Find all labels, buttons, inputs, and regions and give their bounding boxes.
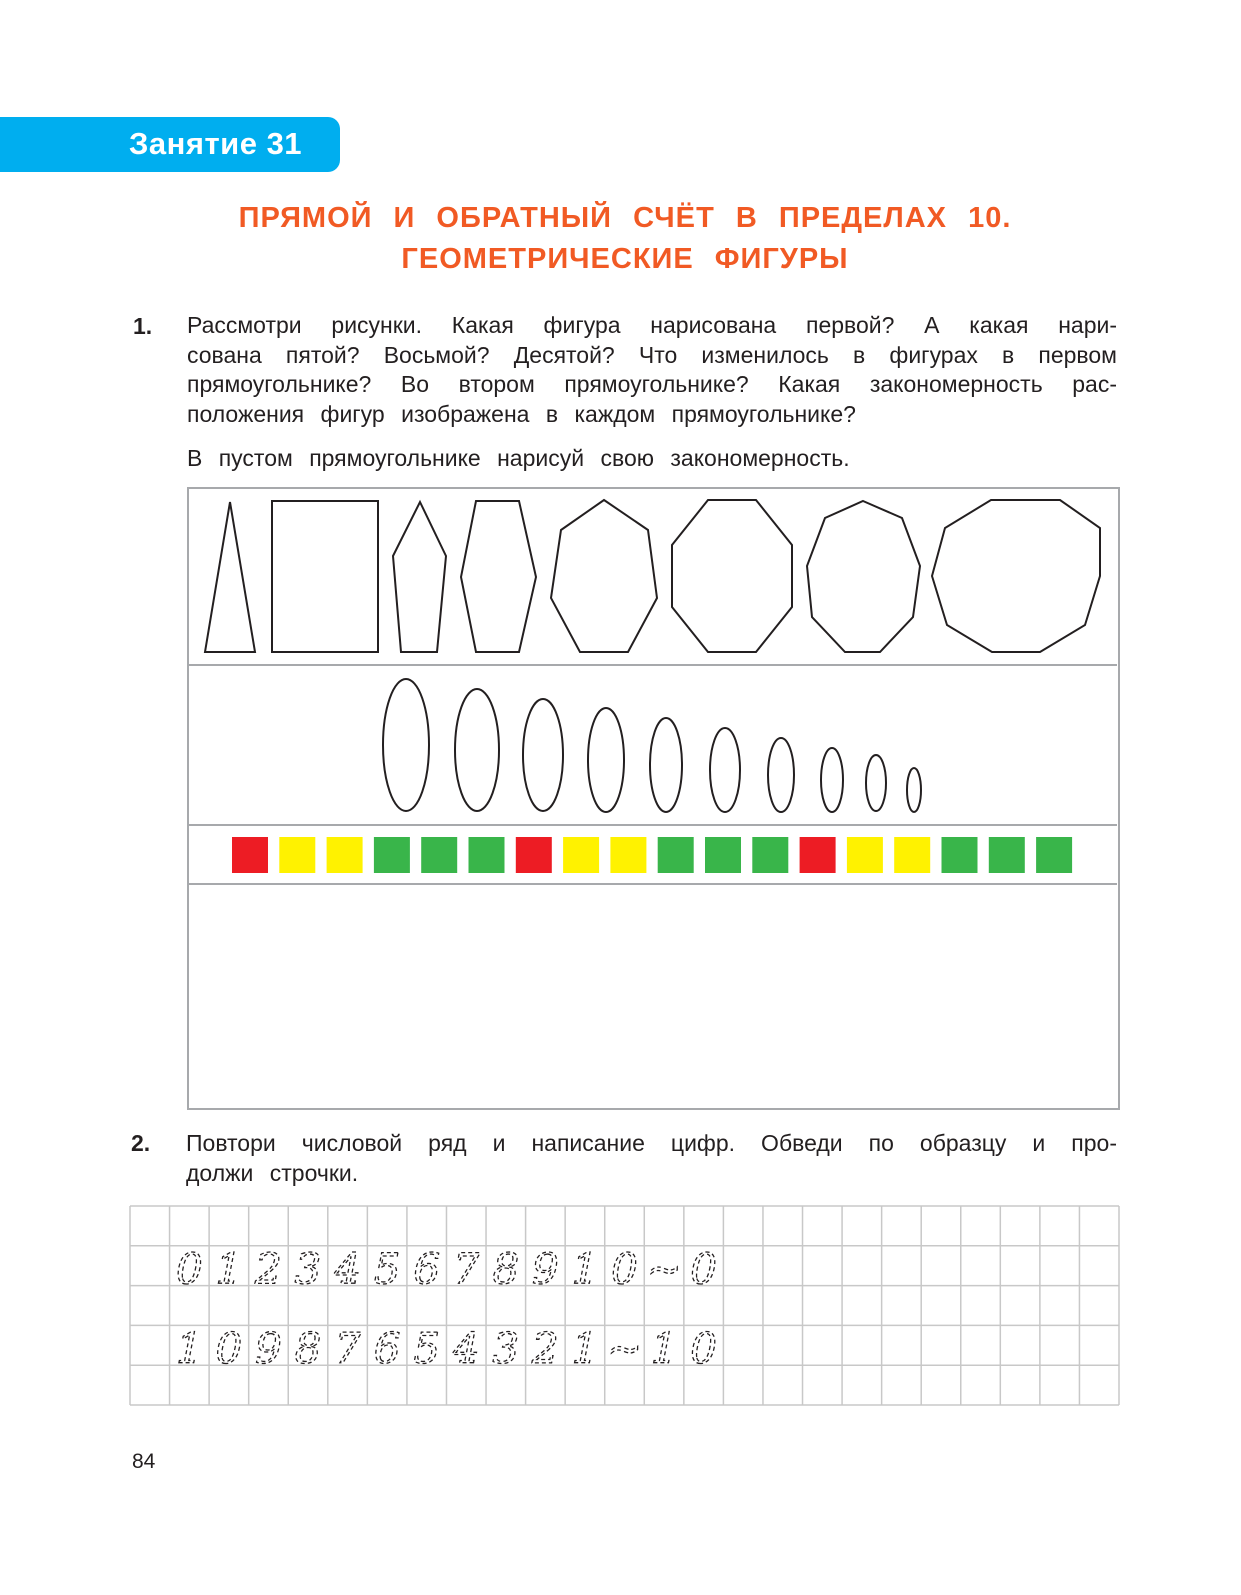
- ellipse: [523, 699, 563, 811]
- colored-square: [421, 837, 457, 873]
- tracing-digit: 8: [294, 1324, 322, 1374]
- colored-square: [469, 837, 505, 873]
- ellipse: [650, 718, 682, 812]
- tracing-digit: 7: [452, 1244, 480, 1294]
- tracing-digit: 6: [373, 1324, 401, 1374]
- task-2-text: [186, 1129, 1117, 1188]
- tracing-digit: ~: [646, 1244, 682, 1294]
- ellipse: [768, 738, 794, 812]
- ellipse: [588, 708, 624, 812]
- colored-square: [232, 837, 268, 873]
- ellipse: [383, 679, 429, 811]
- tracing-digit: 7: [334, 1324, 361, 1374]
- heptagon: [551, 500, 657, 652]
- ellipse: [710, 728, 740, 812]
- colored-square: [705, 837, 741, 873]
- lesson-label: Занятие 31: [129, 126, 303, 161]
- tracing-digit: 1: [215, 1244, 243, 1294]
- task-1-line: прямоугольнике? Во втором прямоугольнике? Какая закономерность рас-: [187, 371, 1117, 398]
- colored-square: [516, 837, 552, 873]
- tracing-digit: 6: [413, 1244, 441, 1294]
- title-line-2: ГЕОМЕТРИЧЕСКИЕ ФИГУРЫ: [401, 243, 849, 275]
- ellipse: [907, 768, 921, 812]
- task-1-line: Рассмотри рисунки. Какая фигура нарисована первой? А какая нари-: [187, 312, 1117, 338]
- colored-square: [279, 837, 315, 873]
- tracing-digit: 9: [255, 1324, 282, 1374]
- colored-square: [374, 837, 410, 873]
- ellipse: [455, 689, 499, 811]
- task-2-line: должи строчки.: [186, 1159, 359, 1186]
- tracing-digit: 3: [492, 1324, 520, 1374]
- title-line-1: ПРЯМОЙ И ОБРАТНЫЙ СЧЁТ В ПРЕДЕЛАХ 10.: [238, 202, 1012, 234]
- colored-square: [752, 837, 788, 873]
- colored-square: [563, 837, 599, 873]
- tracing-digit: 1: [175, 1324, 203, 1374]
- tracing-digit: 0: [215, 1324, 243, 1374]
- colored-square: [658, 837, 694, 873]
- task-1-line: сована пятой? Восьмой? Десятой? Что изменилось в фигурах в первом: [187, 341, 1117, 368]
- nonagon: [807, 501, 920, 652]
- tracing-digit: 2: [255, 1244, 282, 1294]
- tracing-digit: 4: [334, 1244, 361, 1294]
- task-2-number: 2.: [131, 1130, 151, 1156]
- tracing-digit: 0: [690, 1324, 717, 1374]
- tracing-digit: 2: [532, 1324, 559, 1374]
- tracing-digit: 0: [175, 1244, 203, 1294]
- task-2-line: Повтори числовой ряд и написание цифр. Обведи по образцу и про-: [186, 1130, 1117, 1156]
- tracing-digit: 0: [611, 1244, 638, 1294]
- tracing-digit: ~: [606, 1324, 643, 1374]
- tracing-digit: 1: [571, 1244, 599, 1294]
- colored-square: [610, 837, 646, 873]
- tracing-digit: 5: [413, 1324, 441, 1374]
- page-number: 84: [132, 1450, 156, 1473]
- tracing-digit: 9: [532, 1244, 559, 1294]
- tracing-digit: 3: [294, 1244, 322, 1294]
- rectangle: [272, 501, 378, 652]
- triangle: [205, 502, 255, 652]
- octagon: [672, 500, 792, 652]
- tracing-digit: 0: [690, 1244, 717, 1294]
- colored-square: [989, 837, 1025, 873]
- pentagon: [393, 502, 446, 652]
- task-1-instruction: В пустом прямоугольнике нарисуй свою закономерность.: [187, 445, 850, 471]
- tracing-digit: 4: [452, 1324, 480, 1374]
- tracing-digit: 5: [373, 1244, 401, 1294]
- decagon: [932, 500, 1100, 652]
- tracing-digit: 8: [492, 1244, 520, 1294]
- colored-square: [327, 837, 363, 873]
- task-1-line: положения фигур изображена в каждом прямоугольнике?: [187, 400, 856, 427]
- ellipse: [821, 748, 843, 812]
- colored-square: [894, 837, 930, 873]
- tracing-digit: 1: [571, 1324, 599, 1374]
- hexagon: [461, 501, 536, 652]
- colored-square: [1036, 837, 1072, 873]
- colored-square: [800, 837, 836, 873]
- task-1-number: 1.: [133, 313, 153, 339]
- colored-square: [942, 837, 978, 873]
- ellipse: [866, 755, 886, 811]
- colored-square: [847, 837, 883, 873]
- tracing-digit: 1: [650, 1324, 678, 1374]
